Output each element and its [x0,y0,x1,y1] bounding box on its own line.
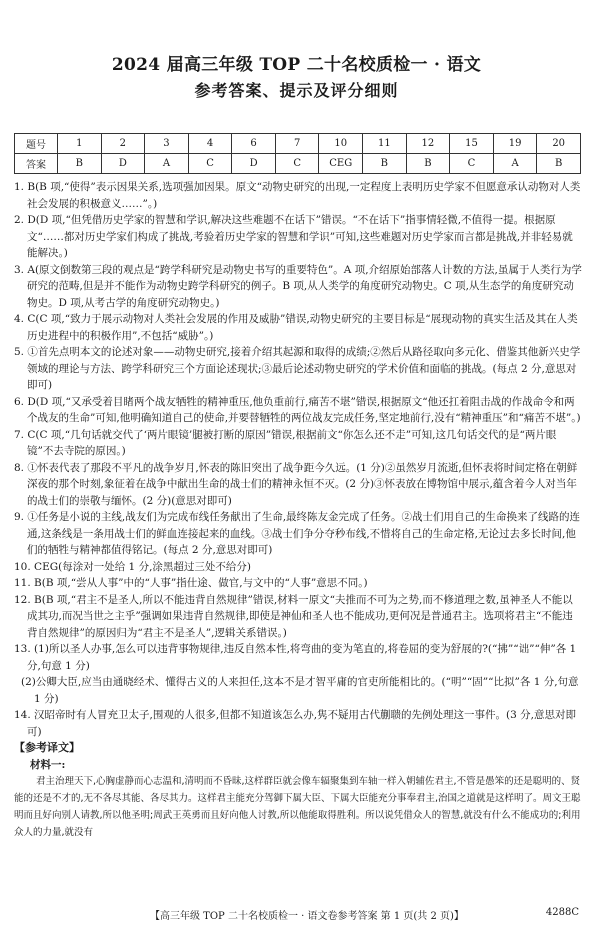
question-number-row [15,134,581,154]
answer-cell: B [406,154,450,174]
explanation-item: (2)公卿大臣,应当由通晓经术、懂得古义的人来担任,这本不是才智平庸的官吏所能相比的。(“明”“固”“比拟”各 1 分,句意 1 分) [21,676,579,705]
explanation-item: 1. B(B 项,“使得”表示因果关系,选项强加因果。原文“动物史研究的出现,一定程度上表明历史学家不但愿意承认动物对人类社会发展的积极意义……”。) [14,181,581,210]
material-label: 材料一: [30,758,66,771]
answer-cell: CEG [319,154,363,174]
explanation-item: 11. B(B 项,“尝从人事”中的“人事”指仕途、做官,与文中的“人事”意思不同。) [14,577,368,589]
explanation-item: 10. CEG(每涂对一处给 1 分,涂黑超过三处不给分) [14,560,252,573]
question-number: 12 [406,134,450,154]
question-number: 6 [232,134,276,154]
explanation-item: 7. C(C 项,“几句话就交代了‘两片眼镜’腿被打断的原因”错误,根据前文“你怎么还不走”可知,这几句话交代的是“两片眼镜”不去寺院的原因。) [14,428,557,457]
row-label-answer: 答案 [15,154,58,174]
footer-code: 4288C [545,907,579,918]
row-label-question: 题号 [15,134,58,154]
answer-cell: B [537,154,581,174]
explanation-item: 3. A(原文倒数第三段的观点是“跨学科研究是动物史书写的重要特色”。A 项,介绍原始部落人计数的方法,虽属于人类行为学研究的范畴,但是并不能作为动物史跨学科研究的例子。B 项,从人类学的角度研究动物史。C 项,从生态学的角度研究动物史。D 项,从考古学的角度研究动物史。) [14,263,582,309]
answer-cell: C [450,154,494,174]
reference-translation: 君主治理天下,心胸虚静而心志温和,清明而不昏昧,这样群臣就会像车辐聚集到车轴一样入朝辅佐君主,不管是愚笨的还是聪明的、贤能的还是不才的,无不各尽其能、各尽其力。这样君主能充分驾御下属大臣、下属大臣能充分事奉君主,治国之道就是这样明了。周文王聪明而且好向别人请教,所以他圣明;周武王英勇而且好向他人讨教,所以他能取得胜利。所以说凭借众人的智慧,就没有什么不能成功的;利用众人的力量,就没有 [14,776,581,838]
explanation-item: 5. ①首先点明本文的论述对象——动物史研究,接着介绍其起源和取得的成绩;②然后从路径取向多元化、借鉴其他新兴史学领域的理论与方法、跨学科研究三个方面论述现状;③最后论述动物史研究的学术价值和面临的挑战。(每点 2 分,意思对即可) [14,346,581,391]
answer-cell: A [145,154,189,174]
footer-text: 【高三年级 TOP 二十名校质检一 · 语文卷参考答案 第 1 页(共 2 页)】 [150,911,464,922]
answer-cell: B [58,154,102,174]
question-number: 20 [537,134,581,154]
answer-cell: B [363,154,407,174]
explanation-item: 8. ①怀表代表了那段不平凡的战争岁月,怀表的陈旧突出了战争距今久远。(1 分)②虽然岁月流逝,但怀表将时间定格在朝鲜深夜的那个时刻,象征着在战争中献出生命的战士们的精神永恒不灭。(2 分)③怀表放在博物馆中展示,蕴含着今人对当年的战士们的崇敬与缅怀。(2 分)(意思对即可) [14,461,578,507]
question-number: 4 [188,134,232,154]
answer-cell: D [101,154,145,174]
explanation-item: 13. (1)所以圣人办事,怎么可以违背事物规律,违反自然本性,将弯曲的变为笔直的,将卷屈的变为舒展的?(“拂”“诎”“伸”各 1 分,句意 1 分) [14,643,577,672]
question-number: 2 [101,134,145,154]
answer-row [15,154,581,174]
question-number: 7 [275,134,319,154]
page-title: 2024 届高三年级 TOP 二十名校质检一 · 语文 [111,55,482,75]
question-number: 19 [493,134,537,154]
explanation-item: 12. B(B 项,“君主不是圣人,所以不能违背自然规律”错误,材料一原文“夫推而不可为之势,而不修道理之数,虽神圣人不能以成其功,而况当世之主乎”强调如果违背自然规律,即使是神仙和圣人也不能成功,更何况是普通君主。选项将君主“不能违背自然规律”的原因归为“君主不是圣人”,逻辑关系错误。) [14,593,573,639]
explanation-item: 6. D(D 项,“又承受着目睹两个战友牺牲的精神重压,他负重前行,痛苦不堪”错误,根据原文“他还扛着阻击战的作战命令和两个战友的生命”可知,他明确知道自己的使命,并要替牺牲的两位战友完成任务,坚定地前行,没有“精神重压”和“痛苦不堪”。) [14,395,581,424]
question-number: 3 [145,134,189,154]
explanation-item: 9. ①任务是小说的主线,战友们为完成布线任务献出了生命,最终陈友金完成了任务。②战士们用自己的生命换来了线路的连通,这条线是一条用战士们的鲜血连接起来的血线。③战士们争分夺秒布线,不惜将自己的生命定格,无论过去多长时间,他们的牺牲与精神都值得铭记。(每点 2 分,意思对即可) [14,511,581,556]
reference-heading: 【参考译文】 [14,741,80,754]
answer-cell: C [275,154,319,174]
answer-table [14,133,581,174]
explanation-item: 2. D(D 项,“但凭借历史学家的智慧和学识,解决这些难题不在话下”错误。“不在话下”指事情轻微,不值得一提。根据原文“……都对历史学家们构成了挑战,考验着历史学家的智慧和学识”可知,这些难题对历史学家而言都是挑战,并非轻易就能解决。) [14,214,573,259]
answer-cell: C [188,154,232,174]
answer-explanations [14,179,582,841]
answer-cell: D [232,154,276,174]
question-number: 11 [363,134,407,154]
page-subtitle: 参考答案、提示及评分细则 [194,81,399,100]
question-number: 15 [450,134,494,154]
explanation-item: 14. 汉昭帝时有人冒充卫太子,围观的人很多,但都不知道该怎么办,隽不疑用古代蒯聩的先例处理这一事件。(3 分,意思对即可) [14,709,576,738]
answer-cell: A [493,154,537,174]
explanation-item: 4. C(C 项,“致力于展示动物对人类社会发展的作用及威胁”错误,动物史研究的主要目标是“展现动物的真实生活及其在人类历史进程中的积极作用”,不包括“威胁”。) [14,313,578,342]
question-number: 1 [58,134,102,154]
question-number: 10 [319,134,363,154]
